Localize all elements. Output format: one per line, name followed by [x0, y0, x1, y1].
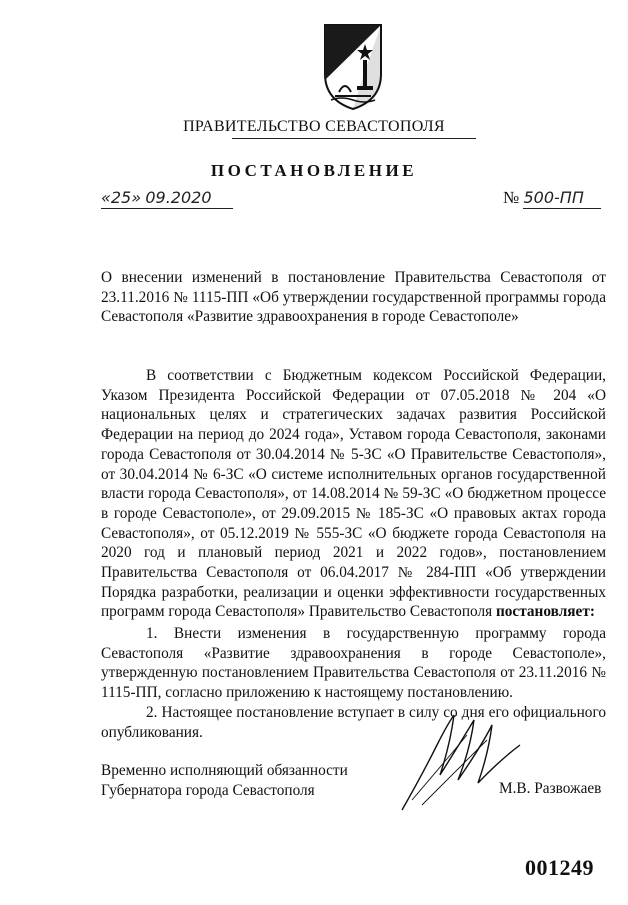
government-name: ПРАВИТЕЛЬСТВО СЕВАСТОПОЛЯ [183, 118, 445, 135]
signatory-name: М.В. Развожаев [499, 780, 602, 797]
signatory-position: Временно исполняющий обязанности Губернатора города Севастополя [101, 762, 348, 799]
handwritten-signature [392, 705, 532, 815]
number-value: 500-ПП [523, 188, 584, 207]
preamble-text: В соответствии с Бюджетным кодексом Российской Федерации, Указом Президента Российской Федерации от 07.05.2018 № 204 «О национальных целях и стратегических задачах развития Российской Федерации на период до 2024 года», Уставом города Севастополя, законами города Севастополя от 30.04.2014 № 5-ЗС «О Правительстве Севастополя», от 30.04.2014 № 6-ЗС «О системе исполнительных органов государственной власти города Севастополя», от 14.08.2014 № 59-ЗС «О бюджетном процессе в городе Севастополе», от 29.09.2015 № 185-ЗС «О правовых актах города Севастополя», от 05.12.2019 № 555-ЗС «О бюджете города Севастополя на 2020 год и плановый период 2021 и 2022 годов», постановлением Правительства Севастополя от 06.04.2017 № 284-ПП «Об утверждении Порядка разработки, реализации и оценки эффективности государственных программ города Севастополя» Правительство Севастополя [101, 367, 606, 621]
clause-item: 2. Настоящее постановление вступает в силу со дня его официального опубликования. [101, 703, 606, 741]
serial-number: 001249 [525, 855, 594, 880]
document-type-title: ПОСТАНОВЛЕНИЕ [210, 161, 418, 180]
clause-item: 1. Внести изменения в государственную программу города Севастополя «Развитие здравоохранения в городе Севастополе», утвержденную постановлением Правительства Севастополя от 23.11.2016 № 1115-ПП, согласно приложению к настоящему постановлению. [101, 625, 606, 702]
number-sign: № [503, 188, 520, 207]
resolves-keyword: постановляет: [495, 603, 595, 621]
document-subject: О внесении изменений в постановление Правительства Севастополя от 23.11.2016 № 1115-ПП «Об утверждении государственной программы города Севастополя «Развитие здравоохранения в городе Севастополе» [101, 269, 606, 325]
date-month-year: 09.2020 [145, 188, 212, 207]
date-day: 25 [110, 188, 132, 207]
sevastopol-coat-of-arms-icon [321, 22, 385, 112]
document-number [503, 188, 601, 209]
government-underline [232, 138, 476, 139]
document-date: «25» 09.2020 [101, 188, 233, 209]
preamble [101, 366, 606, 622]
